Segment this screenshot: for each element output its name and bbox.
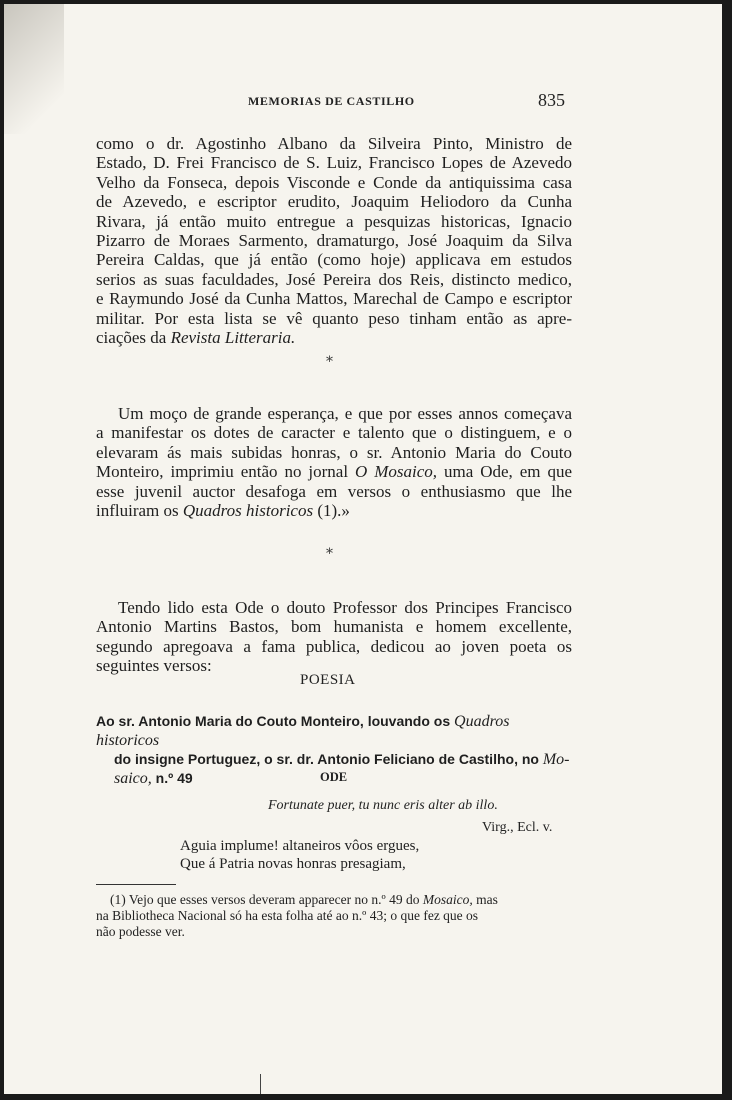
work-title: Quadros historicos (96, 713, 510, 749)
text-run: (1).» (313, 501, 350, 521)
journal-title: Mo- (542, 751, 570, 768)
text-run: ciações da (96, 328, 171, 348)
text-line (96, 328, 572, 347)
text-line: Rivara, já então muito entregue a pesquizas historicas, Ignacio (96, 211, 572, 231)
paragraph-1 (96, 134, 572, 347)
text-line: segundo apregoava a fama publica, dedicou ao joven poeta os (96, 636, 572, 656)
text-line: Pizarro de Moraes Sarmento, dramaturgo, José Joaquim da Silva (96, 231, 572, 251)
text-line: elevaram ás mais subidas honras, o sr. Antonio Maria do Couto (96, 442, 572, 462)
footnote-rule (96, 884, 176, 885)
paragraph-2 (96, 404, 572, 520)
journal-title: Mosaico, (422, 892, 473, 907)
book-page (4, 4, 722, 1094)
text-line: Um moço de grande esperança, e que por esses annos começava (118, 404, 572, 423)
section-separator: * (326, 354, 333, 370)
scan-mark (260, 1074, 261, 1094)
text-run: n.º 49 (151, 770, 193, 786)
verse-line: Que á Patria novas honras presagiam, (180, 856, 406, 872)
text-line: Pereira Caldas, que já então (como hoje) applicava em estudos (96, 250, 572, 270)
text-line: Antonio Martins Bastos, bom humanista e homem excellente, (96, 617, 572, 637)
dedication-line (96, 750, 576, 769)
section-separator: * (326, 546, 333, 562)
text-run: influiram os (96, 501, 183, 521)
text-line: Velho da Fonseca, depois Visconde e Conde da antiquissima casa (96, 172, 572, 192)
journal-title: O Mosaico, (355, 462, 438, 482)
text-run: Ao sr. Antonio Maria do Couto Monteiro, louvando os (96, 713, 455, 729)
text-run: Monteiro, imprimiu então no jornal (96, 462, 356, 482)
running-header: MEMORIAS DE CASTILHO (248, 94, 415, 108)
footnote-line: na Bibliotheca Nacional só ha esta folha até ao n.º 43; o que fez que os (96, 908, 479, 924)
text-line (96, 501, 572, 520)
text-line: militar. Por esta lista se vê quanto peso tinham então as apre- (96, 308, 572, 328)
footnote-line: não podesse ver. (96, 924, 185, 940)
text-line: Estado, D. Frei Francisco de S. Luiz, Francisco Lopes de Azevedo (96, 153, 572, 173)
work-title: Quadros historicos (182, 501, 314, 521)
text-line: a manifestar os dotes de caracter e talento que o distinguem, e o (96, 423, 572, 443)
text-line: como o dr. Agostinho Albano da Silveira Pinto, Ministro de (96, 134, 572, 153)
footnote (96, 892, 572, 941)
epigraph-source: Virg., Ecl. v. (482, 820, 553, 835)
text-line: seguintes versos: (96, 656, 212, 676)
text-run: (1) Vejo que esses versos deveram apparecer no n.º 49 do (110, 892, 423, 907)
text-run: uma Ode, em que (437, 462, 573, 482)
text-run: do insigne Portuguez, o sr. dr. Antonio Feliciano de Castilho, no (114, 751, 543, 767)
journal-title: Revista Litteraria. (170, 328, 296, 348)
poesia-heading: POESIA (300, 672, 356, 688)
text-line (96, 462, 572, 481)
epigraph-quote: Fortunate puer, tu nunc eris alter ab illo. (268, 798, 498, 813)
verse-line: Aguia implume! altaneiros vôos ergues, (180, 838, 420, 854)
text-line: serios as suas faculdades, José Pereira dos Reis, distincto medico, (96, 269, 572, 289)
text-line: esse juvenil auctor desafoga em versos o enthusiasmo que lhe (96, 481, 572, 501)
text-line: e Raymundo José da Cunha Mattos, Marechal de Campo e escriptor (96, 289, 572, 309)
ode-heading: ODE (320, 770, 348, 784)
text-line: Tendo lido esta Ode o douto Professor dos Principes Francisco (118, 598, 572, 617)
journal-title: saico, (114, 770, 152, 787)
paragraph-3 (96, 598, 572, 676)
text-line: de Azevedo, e escriptor erudito, Joaquim Heliodoro da Cunha (96, 192, 572, 212)
page-scan-shadow (4, 4, 64, 134)
dedication-line (96, 712, 576, 750)
text-run: mas (472, 892, 498, 907)
page-number: 835 (538, 90, 565, 110)
footnote-line (96, 892, 572, 908)
